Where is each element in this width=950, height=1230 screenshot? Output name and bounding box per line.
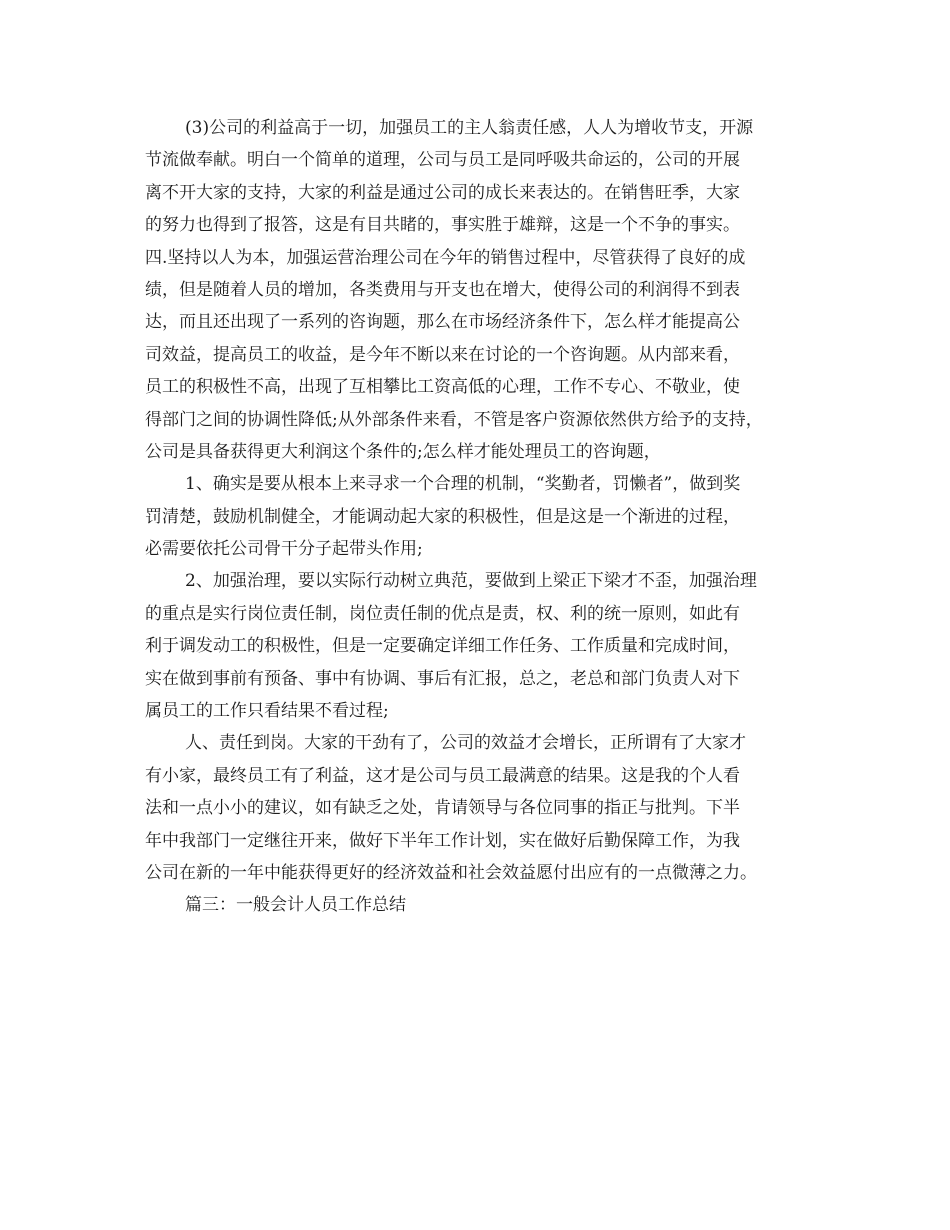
- text-line: 实在做到事前有预备、事中有协调、事后有汇报，总之，老总和部门负责人对下: [145, 668, 740, 689]
- text-line: 离不开大家的支持，大家的利益是通过公司的成长来表达的。在销售旺季，大家: [145, 182, 740, 203]
- text-line: 属员工的工作只看结果不看过程;: [145, 701, 389, 722]
- text-line: 得部门之间的协调性降低;从外部条件来看，不管是客户资源依然供方给予的支持，: [145, 409, 763, 430]
- text-line: 罚清楚，鼓励机制健全，才能调动起大家的积极性，但是这是一个渐进的过程，: [145, 506, 740, 527]
- text-line: 四.坚持以人为本，加强运营治理公司在今年的销售过程中，尽管获得了良好的成: [145, 247, 746, 268]
- text-line: 人、责任到岗。大家的干劲有了，公司的效益才会增长，正所谓有了大家才: [185, 733, 746, 754]
- text-line: 公司在新的一年中能获得更好的经济效益和社会效益愿付出应有的一点微薄之力。: [145, 862, 757, 883]
- text-line: (3)公司的利益高于一切，加强员工的主人翁责任感，人人为增收节支，开源: [185, 118, 754, 138]
- text-line: 法和一点小小的建议，如有缺乏之处，肯请领导与各位同事的指正与批判。下半: [145, 798, 740, 819]
- text-line: 员工的积极性不高，出现了互相攀比工资高低的心理，工作不专心、不敬业，使: [145, 377, 740, 398]
- text-line: 年中我部门一定继往开来，做好下半年工作计划，实在做好后勤保障工作，为我: [145, 830, 740, 851]
- text-line: 篇三：一般会计人员工作总结: [185, 895, 406, 916]
- text-line: 必需要依托公司骨干分子起带头作用;: [145, 539, 423, 560]
- text-line: 达，而且还出现了一系列的咨询题，那么在市场经济条件下，怎么样才能提高公: [145, 312, 740, 333]
- text-line: 公司是具备获得更大利润这个条件的;怎么样才能处理员工的咨询题，: [145, 441, 661, 462]
- text-line: 司效益，提高员工的收益，是今年不断以来在讨论的一个咨询题。从内部来看，: [145, 344, 740, 365]
- text-line: 的努力也得到了报答，这是有目共睹的，事实胜于雄辩，这是一个不争的事实。: [145, 215, 740, 236]
- text-line: 2、加强治理，要以实际行动树立典范，要做到上梁正下梁才不歪，加强治理: [185, 571, 757, 592]
- text-line: 绩，但是随着人员的增加，各类费用与开支也在增大，使得公司的利润得不到表: [145, 279, 740, 300]
- text-line: 的重点是实行岗位责任制，岗位责任制的优点是责，权、利的统一原则，如此有: [145, 603, 740, 624]
- text-line: 1、确实是要从根本上来寻求一个合理的机制，“奖勤者，罚懒者”，做到奖: [185, 474, 741, 495]
- text-line: 节流做奉献。明白一个简单的道理，公司与员工是同呼吸共命运的，公司的开展: [145, 150, 740, 171]
- text-line: 有小家，最终员工有了利益，这才是公司与员工最满意的结果。这是我的个人看: [145, 765, 740, 786]
- document-body: [145, 112, 825, 922]
- text-line: 利于调发动工的积极性，但是一定要确定详细工作任务、工作质量和完成时间，: [145, 636, 740, 657]
